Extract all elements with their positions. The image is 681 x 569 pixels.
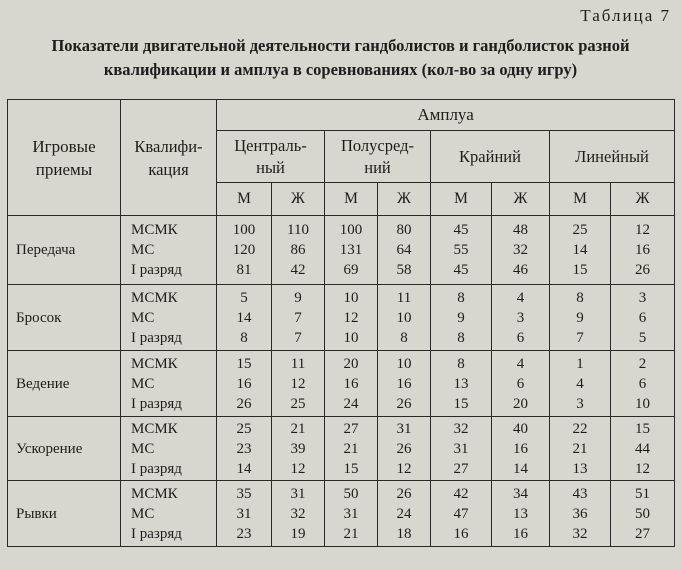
value: 47: [453, 505, 469, 522]
value: 131: [339, 242, 363, 258]
value: 42: [453, 485, 469, 502]
value: 81: [236, 262, 252, 278]
header-sex-m: М: [550, 183, 611, 216]
value-cell: [611, 216, 675, 285]
qualification-label: МСМК: [131, 485, 178, 502]
value-cell: [492, 417, 550, 481]
value: 40: [513, 420, 528, 437]
header-sex-f: Ж: [378, 183, 431, 216]
header-sex-m: М: [217, 183, 272, 216]
value: 15: [635, 420, 651, 437]
value: 25: [236, 420, 252, 437]
value: 16: [453, 525, 469, 542]
value: 24: [396, 505, 412, 522]
value-cell: [492, 481, 550, 547]
value-cell: [550, 417, 611, 481]
value-cell: [217, 481, 272, 547]
value-cell: [272, 285, 325, 351]
value: 44: [635, 440, 651, 457]
value: 8: [576, 289, 584, 306]
value-cell: [272, 417, 325, 481]
header-row-amplua: [8, 100, 675, 131]
value-cell: [325, 216, 378, 285]
value: 6: [638, 309, 647, 326]
value: 13: [513, 505, 528, 522]
value: 2: [638, 355, 647, 372]
value: 5: [638, 329, 647, 346]
qualification-cell: [121, 216, 217, 285]
value: 15: [453, 395, 469, 412]
value: 45: [453, 262, 469, 278]
value: 120: [232, 242, 256, 258]
value: 15: [343, 460, 359, 477]
qualification-label: МС: [131, 309, 155, 326]
qualification-cell: [121, 417, 217, 481]
value-cell: [492, 351, 550, 417]
value: 16: [635, 242, 651, 258]
value: 31: [343, 505, 359, 522]
caption-line-2: квалификации и амплуа в соревнованиях (кол-во за одну игру): [103, 60, 578, 79]
qualification-label: МС: [131, 375, 155, 392]
value: 20: [343, 355, 359, 372]
caption-line-1: Показатели двигательной деятельности гандболистов и гандболисток разной: [51, 36, 630, 55]
value: 32: [290, 505, 306, 522]
qualification-label: МС: [131, 242, 155, 258]
value: 58: [396, 262, 412, 278]
role-halfback-line1: Полусред-: [340, 135, 414, 155]
value-cell: [431, 216, 492, 285]
value: 50: [635, 505, 651, 522]
qualification-cell: [121, 285, 217, 351]
value: 48: [513, 222, 528, 238]
value-cell: [217, 216, 272, 285]
qualification-label: МСМК: [131, 289, 178, 306]
value: 31: [290, 485, 306, 502]
header-qualification-line2: кация: [148, 159, 189, 179]
value: 21: [343, 525, 359, 542]
header-qualification-line1: Квалифи-: [134, 136, 203, 156]
table-row: [8, 351, 675, 417]
header-role-halfback: [325, 131, 431, 183]
value: 31: [236, 505, 252, 522]
value: 3: [516, 309, 525, 326]
value: 35: [236, 485, 252, 502]
value: 39: [290, 440, 306, 457]
value: 51: [635, 485, 651, 502]
value: 16: [513, 440, 528, 457]
value-cell: [217, 285, 272, 351]
value: 55: [453, 242, 469, 258]
value: 43: [572, 485, 588, 502]
value: 31: [453, 440, 469, 457]
value-cell: [431, 481, 492, 547]
value-cell: [492, 285, 550, 351]
value: 13: [453, 375, 469, 392]
value: 14: [513, 460, 528, 477]
value-cell: [378, 481, 431, 547]
value: 10: [396, 355, 412, 372]
value: 86: [290, 242, 306, 258]
value: 8: [457, 289, 465, 306]
value: 9: [457, 309, 465, 326]
value: 100: [232, 222, 256, 238]
value: 45: [453, 222, 469, 238]
value: 26: [635, 262, 651, 278]
value: 21: [572, 440, 588, 457]
qualification-label: МСМК: [131, 222, 178, 238]
value: 36: [572, 505, 588, 522]
value: 12: [396, 460, 412, 477]
value-cell: [611, 351, 675, 417]
header-sex-f: Ж: [611, 183, 675, 216]
value: 10: [396, 309, 412, 326]
value: 21: [343, 440, 359, 457]
value: 69: [343, 262, 359, 278]
value: 4: [576, 375, 584, 392]
value: 23: [236, 440, 252, 457]
value: 12: [290, 460, 306, 477]
value-cell: [550, 285, 611, 351]
value: 32: [572, 525, 588, 542]
value: 12: [635, 460, 651, 477]
value-cell: [611, 417, 675, 481]
role-central-line2: ный: [256, 157, 285, 177]
value-cell: [611, 285, 675, 351]
value: 9: [294, 289, 302, 306]
value: 34: [513, 485, 528, 502]
value: 15: [572, 262, 588, 278]
value-cell: [272, 481, 325, 547]
value: 20: [513, 395, 528, 412]
value: 8: [457, 355, 465, 372]
value: 13: [572, 460, 588, 477]
header-role-pivot: [550, 131, 675, 183]
value: 6: [516, 329, 525, 346]
value: 110: [287, 222, 309, 238]
value: 11: [290, 355, 306, 372]
value: 26: [396, 440, 412, 457]
value-cell: [550, 481, 611, 547]
qualification-cell: [121, 481, 217, 547]
table-number: Таблица 7: [580, 6, 671, 25]
header-technique-line2: приемы: [35, 159, 93, 179]
value-cell: [217, 351, 272, 417]
qualification-label: МСМК: [131, 420, 178, 437]
qualification-label: МС: [131, 440, 155, 457]
technique-cell: Передача: [8, 216, 121, 285]
value: 5: [240, 289, 248, 306]
data-table: [7, 99, 675, 547]
table-caption: [0, 34, 681, 82]
value: 9: [576, 309, 584, 326]
value: 4: [516, 289, 525, 306]
value: 27: [635, 525, 651, 542]
technique-cell: Ускорение: [8, 417, 121, 481]
value: 10: [343, 289, 359, 306]
value-cell: [272, 216, 325, 285]
qualification-cell: [121, 351, 217, 417]
value-cell: [550, 351, 611, 417]
qualification-label: I разряд: [131, 525, 182, 542]
role-wing-line1: Крайний: [459, 146, 521, 166]
value: 14: [236, 309, 252, 326]
value: 12: [290, 375, 306, 392]
value-cell: [378, 351, 431, 417]
value: 16: [236, 375, 252, 392]
value: 26: [236, 395, 252, 412]
technique-cell: Ведение: [8, 351, 121, 417]
technique-cell: Рывки: [8, 481, 121, 547]
value: 27: [343, 420, 359, 437]
header-sex-f: Ж: [492, 183, 550, 216]
value-cell: [217, 417, 272, 481]
value-cell: [325, 481, 378, 547]
value: 24: [343, 395, 359, 412]
value: 22: [572, 420, 588, 437]
table-row: [8, 285, 675, 351]
value-cell: [378, 417, 431, 481]
value-cell: [431, 351, 492, 417]
value: 7: [294, 309, 302, 326]
header-technique-line1: Игровые: [32, 136, 96, 156]
value: 50: [343, 485, 359, 502]
value-cell: [550, 216, 611, 285]
value-cell: [378, 285, 431, 351]
value: 14: [236, 460, 252, 477]
value: 18: [396, 525, 412, 542]
value: 23: [236, 525, 252, 542]
value: 21: [290, 420, 306, 437]
value: 26: [396, 485, 412, 502]
value: 25: [290, 395, 306, 412]
header-sex-f: Ж: [272, 183, 325, 216]
value: 42: [290, 262, 306, 278]
value: 16: [343, 375, 359, 392]
header-role-wing: [431, 131, 550, 183]
value: 27: [453, 460, 469, 477]
value: 1: [576, 355, 584, 372]
qualification-label: I разряд: [131, 460, 182, 477]
value: 8: [240, 329, 248, 346]
value-cell: [431, 285, 492, 351]
qualification-label: МС: [131, 505, 155, 522]
value: 31: [396, 420, 412, 437]
value-cell: [378, 216, 431, 285]
header-amplua: Амплуа: [217, 100, 675, 131]
value-cell: [431, 417, 492, 481]
value-cell: [272, 351, 325, 417]
value: 46: [513, 262, 528, 278]
value: 10: [635, 395, 651, 412]
value: 26: [396, 395, 412, 412]
value-cell: [325, 417, 378, 481]
value: 15: [236, 355, 252, 372]
role-halfback-line2: ний: [364, 157, 391, 177]
value: 3: [576, 395, 584, 412]
value: 16: [396, 375, 412, 392]
qualification-label: I разряд: [131, 262, 182, 278]
value-cell: [611, 481, 675, 547]
value: 80: [396, 222, 412, 238]
technique-cell: Бросок: [8, 285, 121, 351]
value: 10: [343, 329, 359, 346]
value: 64: [396, 242, 412, 258]
header-technique: [8, 100, 121, 216]
value: 4: [516, 355, 525, 372]
table-row: [8, 417, 675, 481]
role-central-line1: Централь-: [234, 135, 307, 155]
table-row: [8, 481, 675, 547]
value: 32: [513, 242, 528, 258]
header-role-central: [217, 131, 325, 183]
value: 19: [290, 525, 306, 542]
value: 6: [638, 375, 647, 392]
qualification-label: МСМК: [131, 355, 178, 372]
header-sex-m: М: [431, 183, 492, 216]
value: 12: [635, 222, 651, 238]
value: 3: [638, 289, 647, 306]
value: 8: [400, 329, 408, 346]
table-row: [8, 216, 675, 285]
value: 8: [457, 329, 465, 346]
header-qualification: [121, 100, 217, 216]
value: 16: [513, 525, 528, 542]
value: 100: [339, 222, 363, 238]
value-cell: [492, 216, 550, 285]
header-sex-m: М: [325, 183, 378, 216]
qualification-label: I разряд: [131, 395, 182, 412]
value: 32: [453, 420, 469, 437]
value: 7: [576, 329, 584, 346]
value: 7: [294, 329, 302, 346]
value: 11: [396, 289, 412, 306]
role-pivot-line1: Линейный: [575, 146, 649, 166]
value: 14: [572, 242, 588, 258]
qualification-label: I разряд: [131, 329, 182, 346]
value-cell: [325, 285, 378, 351]
value: 12: [343, 309, 359, 326]
value: 25: [572, 222, 588, 238]
value: 6: [516, 375, 525, 392]
value-cell: [325, 351, 378, 417]
